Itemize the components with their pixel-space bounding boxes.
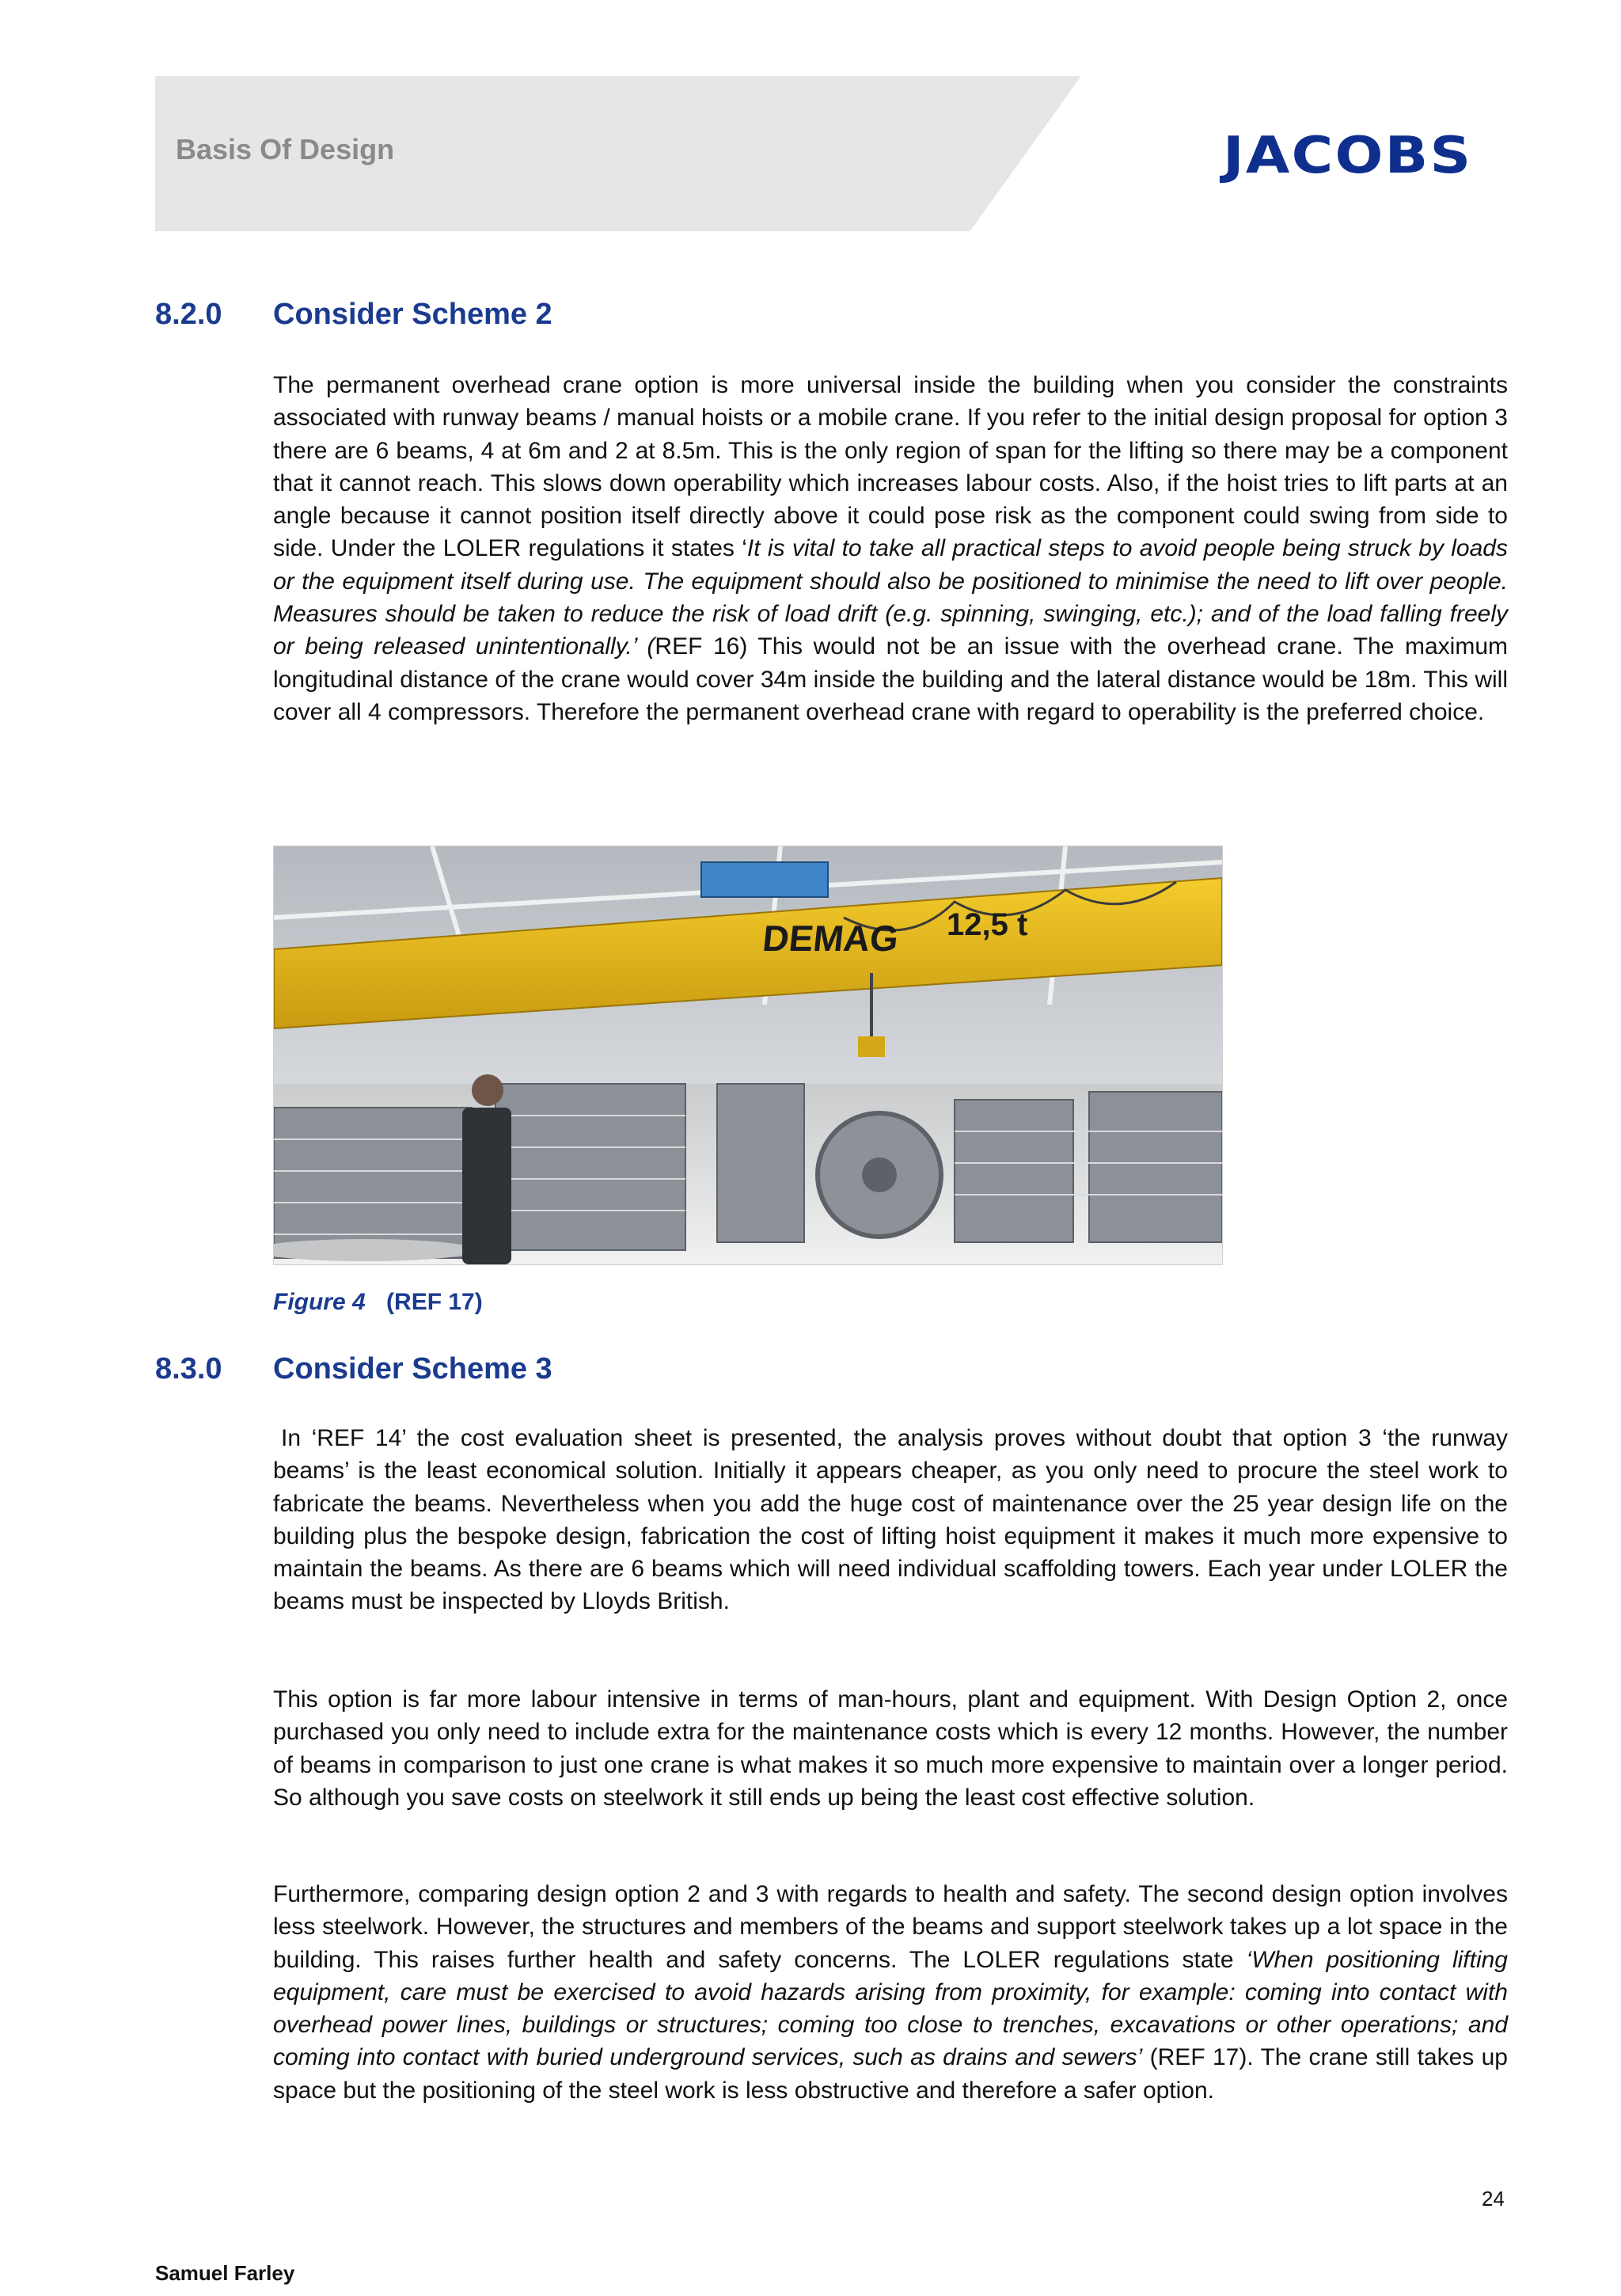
section-paragraph: This option is far more labour intensive in terms of man-hours, plant and equipment. With Design Option 2, once purchased you only need to include extra for the maintenance costs which is every 12 months. However, the number of beams in comparison to just one crane is what makes it so much more expensive to maintain over a longer period. So although you save costs on steelwork it still ends up being the least cost effective solution. bbox=[273, 1686, 1508, 1811]
section-paragraph bbox=[273, 369, 1508, 728]
section-number: 8.2.0 bbox=[155, 298, 222, 331]
figure-caption bbox=[273, 1289, 483, 1316]
figure-caption-label: Figure 4 bbox=[273, 1289, 366, 1315]
overhead-crane-photo bbox=[273, 846, 1223, 1265]
loler-quote: It is vital to take all practical steps to avoid people being struck by loads or the equipment itself during use. The equipment should also be positioned to minimise the need to lift over people. Measures should be taken to reduce the risk of load drift (e.g. spinning, swinging, etc.); and of the load falling freely or being released unintentionally.’ ( bbox=[273, 535, 1508, 660]
section-title: Consider Scheme 2 bbox=[273, 298, 552, 331]
jacobs-logo: JACOBS bbox=[1223, 127, 1473, 185]
paragraph-text: Furthermore, comparing design option 2 and 3 with regards to health and safety. The second design option involves less steelwork. However, the structures and members of the beams and support steelwork takes up a lot space in the building. This raises further health and safety concerns. The LOLER regulations state bbox=[273, 1881, 1508, 1973]
section-number: 8.3.0 bbox=[155, 1352, 222, 1386]
paragraph-text: The permanent overhead crane option is more universal inside the building when you consider the constraints associated with runway beams / manual hoists or a mobile crane. If you refer to the initial design proposal for option 3 there are 6 beams, 4 at 6m and 2 at 8.5m. This is the only region of span for the lifting so there may be a component that it cannot reach. This slows down operability which increases labour costs. Also, if the hoist tries to lift parts at an angle because it cannot position itself directly above it could pose risk as the component could swing from side to side. Under the LOLER regulations it states ‘ bbox=[273, 372, 1508, 562]
document-header-title: Basis Of Design bbox=[176, 133, 395, 165]
crane-illustration bbox=[274, 846, 1222, 1264]
section-title: Consider Scheme 3 bbox=[273, 1352, 552, 1386]
page-number: 24 bbox=[1482, 2187, 1505, 2210]
crane-brand-label: DEMAG bbox=[761, 918, 901, 959]
section-paragraph: In ‘REF 14’ the cost evaluation sheet is presented, the analysis proves without doubt that option 3 ‘the runway beams’ is the least economical solution. Initially it appears cheaper, as you only need to procure the steel work to fabricate the beams. Nevertheless when you add the huge cost of maintenance over the 25 year design life on the building plus the bespoke design, fabrication the cost of lifting hoist equipment it makes it much more expensive to maintain the beams. As there are 6 beams which will need individual scaffolding towers. Each year under LOLER the beams must be inspected by Lloyds British. bbox=[273, 1425, 1508, 1615]
paragraph-text: REF 16) This would not be an issue with the overhead crane. The maximum longitudinal distance of the crane would cover 34m inside the building and the lateral distance would be 18m. This will cover all 4 compressors. Therefore the permanent overhead crane with regard to operability is the preferred choice. bbox=[273, 633, 1508, 725]
figure-caption-ref: (REF 17) bbox=[386, 1289, 483, 1315]
crane-capacity-label: 12,5 t bbox=[947, 907, 1028, 942]
loler-quote: ‘When positioning lifting equipment, care must be exercised to avoid hazards arising from proximity, for example: coming into contact with overhead power lines, buildings or structures; coming too close to trenches, excavations or other operations; and coming into contact with buried underground services, such as drains and sewers’ bbox=[273, 1946, 1508, 2071]
author-name: Samuel Farley bbox=[155, 2261, 295, 2285]
paragraph-text: (REF 17). The crane still takes up space but the positioning of the steel work is less obstructive and therefore a safer option. bbox=[273, 2044, 1508, 2104]
section-paragraph bbox=[273, 1878, 1508, 2107]
